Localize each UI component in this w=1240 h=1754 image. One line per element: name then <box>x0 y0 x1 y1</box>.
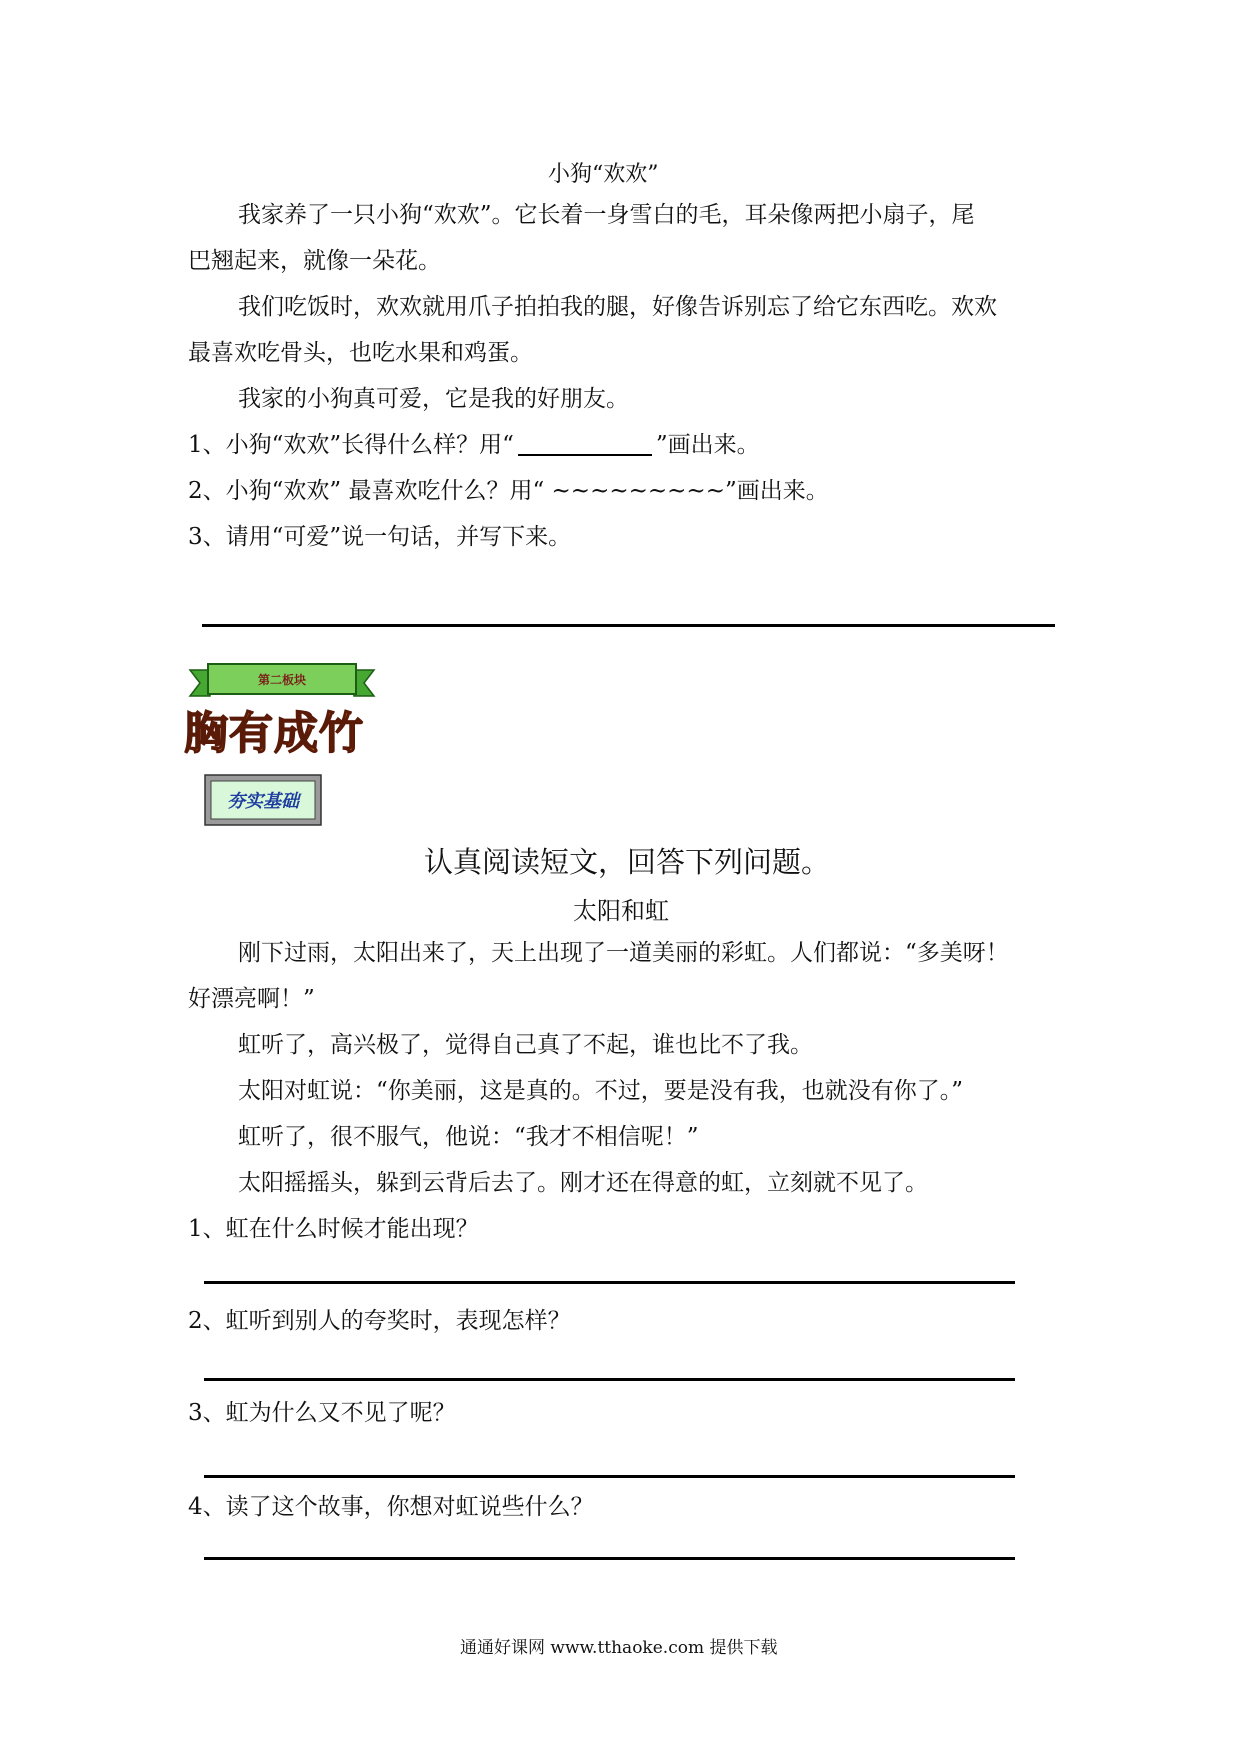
answer-line-3[interactable] <box>204 1475 1015 1478</box>
answer-line-4[interactable] <box>204 1557 1015 1560</box>
story1-question-1-suffix: ”画出来。 <box>655 432 760 458</box>
reading-instruction: 认真阅读短文，回答下列问题。 <box>424 845 831 879</box>
story2-paragraph-1-line-1: 刚下过雨，太阳出来了，天上出现了一道美丽的彩虹。人们都说：“多美呀！ <box>238 940 1009 966</box>
banner-text: 第二板块 <box>257 673 307 687</box>
story2-paragraph-3: 太阳对虹说：“你美丽，这是真的。不过，要是没有我，也就没有你了。” <box>238 1078 964 1104</box>
story1-paragraph-3: 我家的小狗真可爱，它是我的好朋友。 <box>238 386 629 412</box>
section-label-text: 夯实基础 <box>227 791 299 812</box>
answer-line-1[interactable] <box>204 1281 1015 1284</box>
module-big-title: 胸有成竹 <box>184 708 364 759</box>
story1-question-1-text: 1、小狗“欢欢”长得什么样？用“ <box>188 432 514 458</box>
story1-question-2: 2、小狗“欢欢” 最喜欢吃什么？用“ ~~~~~~~~~”画出来。 <box>188 478 829 504</box>
story2-question-3: 3、虹为什么又不见了呢？ <box>188 1400 456 1426</box>
story2-question-2: 2、虹听到别人的夸奖时，表现怎样？ <box>188 1308 571 1334</box>
story1-question-1 <box>188 430 760 460</box>
story1-paragraph-2-line-1: 我们吃饭时，欢欢就用爪子拍拍我的腿，好像告诉别忘了给它东西吃。欢欢 <box>238 294 997 320</box>
story2-title: 太阳和虹 <box>573 897 669 925</box>
story2-paragraph-4: 虹听了，很不服气，他说：“我才不相信呢！” <box>238 1124 699 1150</box>
underline-sample <box>518 432 652 456</box>
page-footer: 通通好课网 www.tthaoke.com 提供下载 <box>460 1638 778 1658</box>
story1-question-3: 3、请用“可爱”说一句话，并写下来。 <box>188 524 572 550</box>
story1-paragraph-1-line-2: 巴翘起来，就像一朵花。 <box>188 248 441 274</box>
module-header-graphic <box>182 660 402 760</box>
story2-question-4: 4、读了这个故事，你想对虹说些什么？ <box>188 1494 594 1520</box>
story1-paragraph-1-line-1: 我家养了一只小狗“欢欢”。它长着一身雪白的毛，耳朵像两把小扇子，尾 <box>238 202 975 228</box>
story1-title: 小狗“欢欢” <box>548 162 659 187</box>
story2-paragraph-2: 虹听了，高兴极了，觉得自己真了不起，谁也比不了我。 <box>238 1032 813 1058</box>
story2-question-1: 1、虹在什么时候才能出现？ <box>188 1216 479 1242</box>
answer-line-2[interactable] <box>204 1378 1015 1381</box>
story1-answer-line[interactable] <box>202 624 1055 627</box>
section-label-box <box>204 774 322 826</box>
story1-paragraph-2-line-2: 最喜欢吃骨头，也吃水果和鸡蛋。 <box>188 340 533 366</box>
story2-paragraph-1-line-2: 好漂亮啊！” <box>188 986 315 1012</box>
story2-paragraph-5: 太阳摇摇头，躲到云背后去了。刚才还在得意的虹，立刻就不见了。 <box>238 1170 928 1196</box>
